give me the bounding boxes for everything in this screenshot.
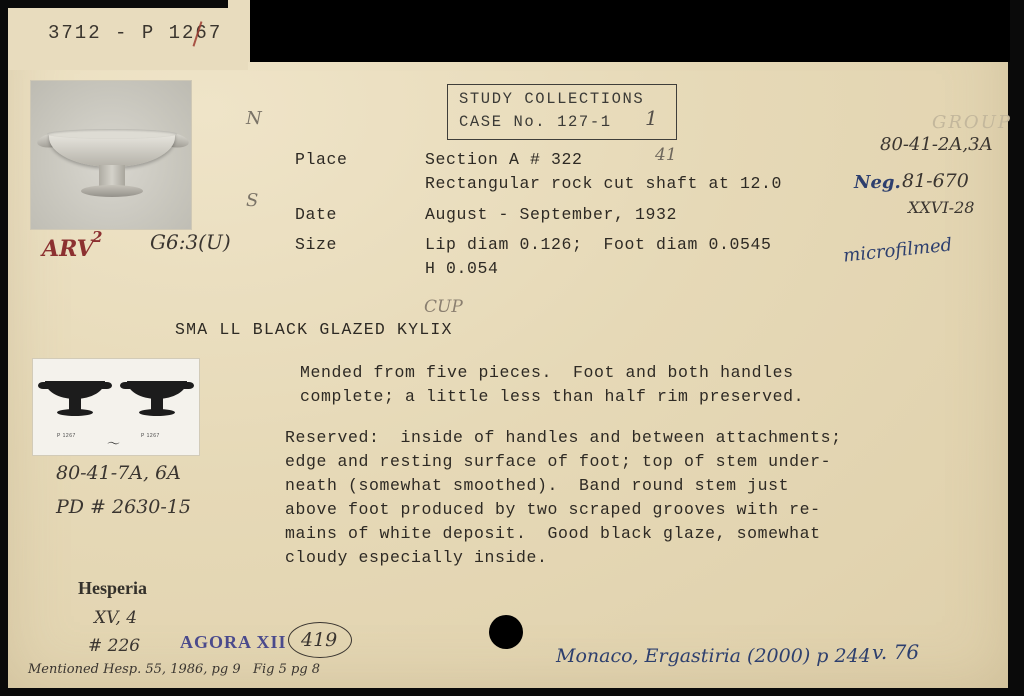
- card-id-number: 3712 - P 1267: [48, 22, 223, 44]
- n-mark: N: [246, 108, 262, 129]
- silhouette-left: [45, 381, 105, 421]
- stamp-line-1: STUDY COLLECTIONS: [459, 90, 645, 108]
- deposit-annotation: G6:3(U): [150, 230, 231, 254]
- field-value-place-line2: Rectangular rock cut shaft at 12.0: [425, 174, 783, 193]
- field-value-size-line2: H 0.054: [425, 259, 499, 278]
- description-p1-line1: Mended from five pieces. Foot and both handles: [300, 363, 794, 382]
- field-value-date: August - September, 1932: [425, 205, 678, 224]
- description-p2-line6: cloudy especially inside.: [285, 548, 548, 567]
- agora-number: 419: [301, 629, 338, 651]
- photograph-vessel-profile: [30, 80, 192, 230]
- hesperia-label: Hesperia: [78, 578, 147, 598]
- neg-number: 81-670: [902, 170, 969, 192]
- silhouette-bowl: [45, 381, 105, 399]
- agora-reference: AGORA XII: [180, 632, 287, 652]
- photo-number-annotation: 80-41-7A, 6A: [56, 462, 181, 484]
- silhouette-caption-right: P 1267: [141, 433, 160, 439]
- hesperia-page: # 226: [88, 636, 141, 656]
- group-faint-label: GROUP: [932, 112, 1012, 133]
- monaco-reference: Monaco, Ergastiria (2000) p 244: [556, 645, 871, 667]
- silhouette-right: [127, 381, 187, 421]
- description-p2-line5: mains of white deposit. Good black glaze, somewhat: [285, 524, 821, 543]
- vessel-foot: [81, 185, 143, 197]
- punch-hole: [489, 615, 523, 649]
- roman-neg-number: XXVI-28: [908, 198, 975, 217]
- description-p1-line2: complete; a little less than half rim preserved.: [300, 387, 805, 406]
- s-mark: S: [246, 190, 259, 211]
- background-top-right: [250, 0, 1010, 62]
- stamp-overwrite-number: 1: [645, 106, 658, 130]
- description-p2-line3: neath (somewhat smoothed). Band round stem just: [285, 476, 790, 495]
- hesperia-volume: XV, 4: [94, 608, 138, 628]
- vessel-rim: [47, 129, 177, 139]
- description-p2-line1: Reserved: inside of handles and between attachments;: [285, 428, 842, 447]
- squiggle-mark: 〜: [107, 437, 121, 452]
- pd-number-annotation: PD # 2630-15: [56, 496, 191, 518]
- stamp-line-2: CASE No. 127-1: [459, 113, 612, 131]
- silhouette-bowl: [127, 381, 187, 399]
- description-p2-line4: above foot produced by two scraped grooves with re-: [285, 500, 821, 519]
- microfilmed-stamp: microfilmed: [842, 234, 954, 267]
- photograph-two-silhouettes: [32, 358, 200, 456]
- v76-annotation: v. 76: [872, 640, 920, 664]
- neg-label: Neg.: [854, 172, 901, 193]
- group-number: 80-41-2A,3A: [880, 134, 993, 155]
- field-value-size-line1: Lip diam 0.126; Foot diam 0.0545: [425, 235, 772, 254]
- arv-annotation: ARV: [42, 236, 94, 262]
- footnote-annotation: Mentioned Hesp. 55, 1986, pg 9 Fig 5 pg 8: [28, 662, 321, 677]
- object-title: SMA LL BLACK GLAZED KYLIX: [175, 320, 453, 339]
- silhouette-caption-left: P 1267: [57, 433, 76, 439]
- field-label-size: Size: [295, 235, 338, 254]
- tick-41: 41: [655, 145, 677, 165]
- field-label-place: Place: [295, 150, 348, 169]
- cup-note: CUP: [424, 297, 463, 317]
- description-p2-line2: edge and resting surface of foot; top of stem under-: [285, 452, 832, 471]
- field-label-date: Date: [295, 205, 338, 224]
- field-value-place-line1: Section A # 322: [425, 150, 583, 169]
- silhouette-foot: [139, 409, 175, 416]
- silhouette-foot: [57, 409, 93, 416]
- arv-superscript: 2: [92, 228, 103, 246]
